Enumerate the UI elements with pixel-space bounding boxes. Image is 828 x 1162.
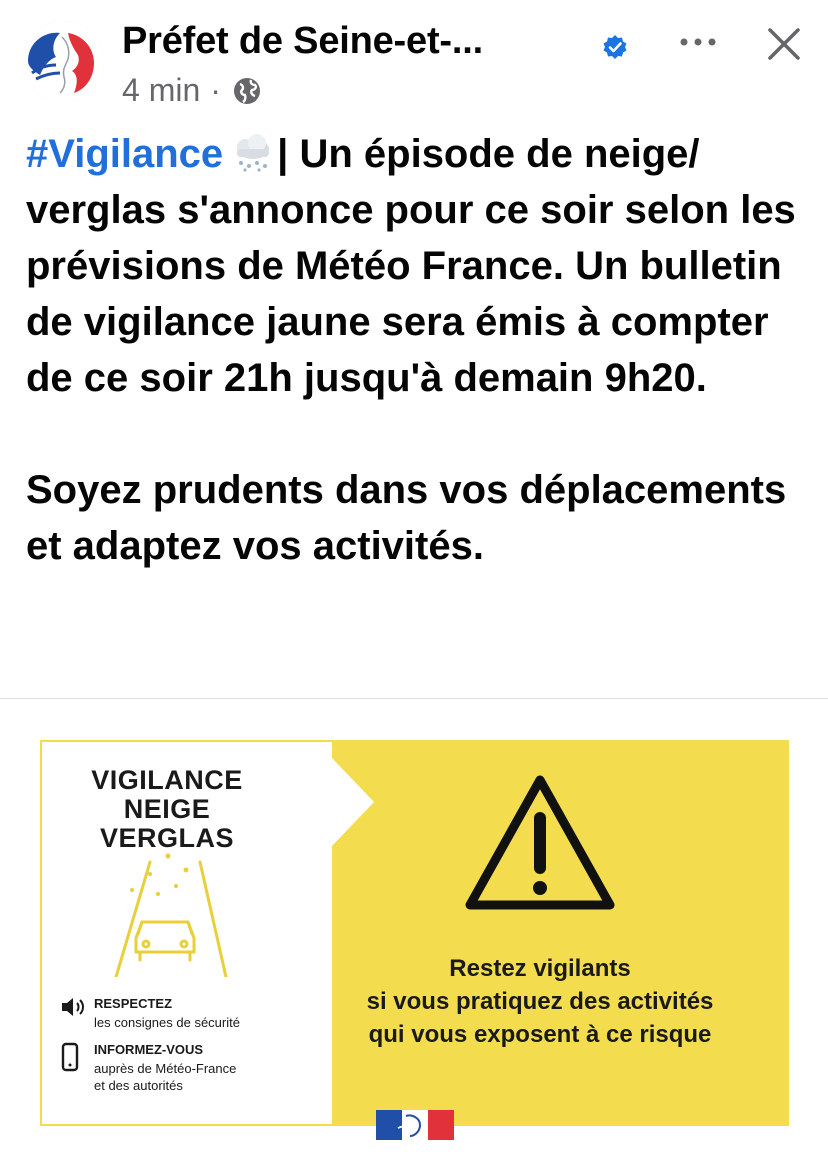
instruction-respect [60,996,330,1036]
marianne-logo-icon [22,21,104,103]
post-time[interactable]: 4 min [122,72,201,108]
warning-line: si vous pratiquez des activités [366,988,714,1015]
divider [0,698,828,699]
snow-cloud-emoji-icon [229,133,275,173]
phone-icon [60,1042,80,1072]
instruction-line: les consignes de sécurité [94,1015,240,1030]
warning-line: qui vous exposent à ce risque [368,1021,712,1048]
instruction-title: INFORMEZ-VOUS [94,1042,204,1057]
post-header [0,0,828,115]
instruction-inform [60,1042,330,1102]
warning-triangle-icon [460,770,620,915]
vigilance-title [42,766,292,853]
panel-notch [332,740,376,1126]
warning-message [310,952,770,1051]
vigilance-image[interactable] [40,740,789,1126]
close-button[interactable] [762,22,806,66]
post-text [26,126,816,574]
instruction-line: auprès de Météo-France [94,1061,237,1076]
more-options-button[interactable] [676,24,720,60]
instruction-line: et des autorités [94,1078,183,1093]
page-name[interactable]: Préfet de Seine-et-... [122,20,483,62]
post-paragraph-1-text: | Un épisode de neige/ verglas s'annonce pour ce soir selon les prévisions de Météo France. Un bulletin de vigilance jaune sera émis à compter de ce soir 21h jusqu'à demain 9h20. [26,132,796,400]
post-meta [122,72,263,109]
marianne-flag-logo-icon [375,1110,455,1140]
post-paragraph-1 [26,126,816,406]
meta-separator: · [210,72,221,108]
vigilance-title-line: NEIGE [123,794,211,824]
hashtag-link[interactable]: #Vigilance [26,132,224,176]
vigilance-title-line: VIGILANCE [91,765,243,795]
speaker-icon [60,996,86,1018]
post-paragraph-2: Soyez prudents dans vos déplacements et adaptez vos activités. [26,468,787,568]
warning-line: Restez vigilants [449,955,631,982]
verified-badge-icon [602,34,628,60]
vigilance-info-panel [42,742,332,1124]
instruction-title: RESPECTEZ [94,996,173,1011]
vigilance-title-line: VERGLAS [99,823,235,853]
snowy-road-car-icon [110,852,230,977]
page-avatar[interactable] [22,21,104,103]
globe-icon [231,75,263,107]
